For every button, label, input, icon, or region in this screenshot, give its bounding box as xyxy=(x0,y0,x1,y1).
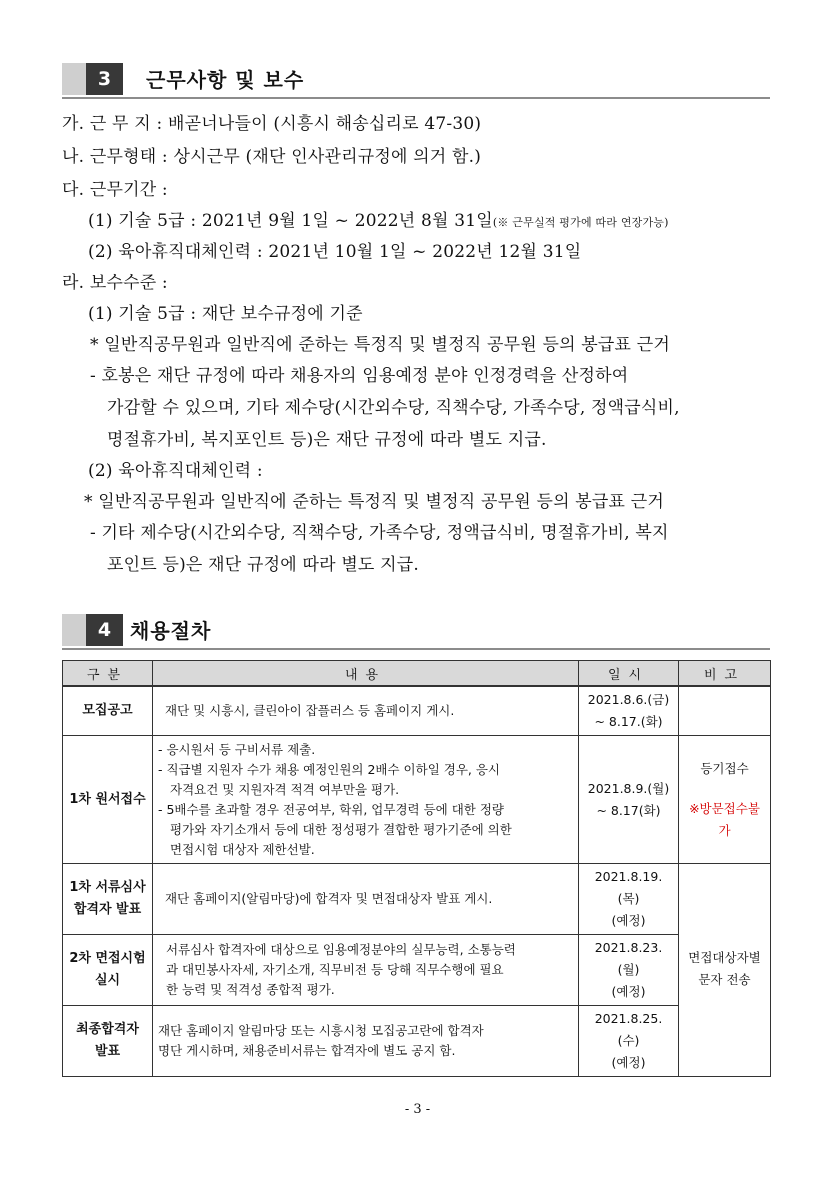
section-4-header xyxy=(62,614,770,650)
date-line: 2021.8.23.(월) xyxy=(594,940,663,977)
table-header-row xyxy=(63,661,771,687)
section-number: 3 xyxy=(86,63,123,95)
section-header-shade xyxy=(62,614,86,646)
category-line: 1차 서류심사 xyxy=(69,880,146,895)
salary-step-line: - 호봉은 재단 규정에 따라 채용자의 임용예정 분야 인정경력을 산정하여 xyxy=(90,366,629,386)
content-line: - 직급별 지원자 수가 채용 예정인원의 2배수 이하일 경우, 응시 xyxy=(158,761,500,777)
row-note xyxy=(679,864,771,1077)
row-category: 1차 원서접수 xyxy=(63,736,153,864)
note-warning: ※방문접수불가 xyxy=(689,800,760,838)
row-content xyxy=(153,864,579,935)
row-content xyxy=(153,1006,579,1077)
table-row xyxy=(63,864,771,935)
salary-step-line-3: 명절휴가비, 복지포인트 등)은 재단 규정에 따라 별도 지급. xyxy=(107,430,547,450)
category-line: 최종합격자 xyxy=(76,1022,139,1037)
row-category xyxy=(63,935,153,1006)
row-category xyxy=(63,1006,153,1077)
row-date xyxy=(579,864,679,935)
table-row xyxy=(63,686,771,736)
content-line: 재단 홈페이지 알림마당 또는 시흥시청 모집공고란에 합격자 xyxy=(158,1023,484,1038)
row-date xyxy=(579,1006,679,1077)
row-note xyxy=(679,736,771,864)
content-line: 한 능력 및 적격성 종합적 평가. xyxy=(166,982,335,997)
content-line: 재단 홈페이지(알림마당)에 합격자 및 면접대상자 발표 게시. xyxy=(165,891,493,906)
salary-parental-allowance-line: - 기타 제수당(시간외수당, 직책수당, 가족수당, 정액급식비, 명절휴가비, 복지 xyxy=(90,523,669,543)
row-note xyxy=(679,686,771,736)
header-category: 구분 xyxy=(63,661,153,687)
section-title: 근무사항 및 보수 xyxy=(146,68,305,92)
salary-step-line-2: 가감할 수 있으며, 기타 제수당(시간외수당, 직책수당, 가족수당, 정액급식비, xyxy=(107,398,680,418)
category-line: 발표 xyxy=(94,1044,121,1059)
row-category: 모집공고 xyxy=(63,686,153,736)
row-date xyxy=(579,935,679,1006)
salary-parental-line: (2) 육아휴직대체인력 : xyxy=(88,461,263,481)
section-title: 채용절차 xyxy=(130,619,212,643)
section-3-header xyxy=(62,63,770,99)
row-content xyxy=(153,736,579,864)
content-line: 과 대민봉사자세, 자기소개, 직무비전 등 당해 직무수행에 필요 xyxy=(166,962,504,977)
date-line: (예정) xyxy=(611,984,646,999)
salary-parental-allowance-line-2: 포인트 등)은 재단 규정에 따라 별도 지급. xyxy=(107,555,420,575)
header-date: 일시 xyxy=(579,661,679,687)
category-line: 실시 xyxy=(94,973,121,988)
date-line: 2021.8.6.(금) xyxy=(587,692,670,707)
note-line: 등기접수 xyxy=(700,760,749,776)
content-line: 평가와 자기소개서 등에 대한 정성평가 결합한 평가기준에 의한 xyxy=(170,821,512,837)
table-row xyxy=(63,736,771,864)
section-number: 4 xyxy=(86,614,123,646)
recruitment-procedure-table xyxy=(62,660,771,1077)
note-line: 문자 전송 xyxy=(698,972,751,987)
period-note: (※ 근무실적 평가에 따라 연장가능) xyxy=(492,216,669,229)
table-row xyxy=(63,935,771,1006)
content-line: - 응시원서 등 구비서류 제출. xyxy=(158,741,316,757)
page-number: - 3 - xyxy=(404,1102,431,1117)
content-line: - 5배수를 초과할 경우 전공여부, 학위, 업무경력 등에 대한 정량 xyxy=(158,801,504,817)
content-line: 명단 게시하며, 채용준비서류는 합격자에 별도 공지 함. xyxy=(158,1043,456,1058)
header-content: 내용 xyxy=(153,661,579,687)
row-date xyxy=(579,736,679,864)
date-line: (예정) xyxy=(611,1055,646,1070)
date-line: (예정) xyxy=(611,913,646,928)
row-content xyxy=(153,935,579,1006)
date-line: ~ 8.17(화) xyxy=(596,802,661,818)
period-tech-text: (1) 기술 5급 : 2021년 9월 1일 ~ 2022년 8월 31일 xyxy=(88,211,493,231)
date-line: 2021.8.9.(월) xyxy=(587,780,670,796)
row-category xyxy=(63,864,153,935)
date-line: 2021.8.19.(목) xyxy=(594,869,663,906)
category-line: 2차 면접시험 xyxy=(69,951,146,966)
date-line: ~ 8.17.(화) xyxy=(594,714,663,729)
row-content xyxy=(153,686,579,736)
salary-basis-line: * 일반직공무원과 일반직에 준하는 특정직 및 별정직 공무원 등의 봉급표 근거 xyxy=(90,335,671,355)
content-line: 서류심사 합격자에 대상으로 임용예정분야의 실무능력, 소통능력 xyxy=(166,942,516,957)
period-parental-line: (2) 육아휴직대체인력 : 2021년 10월 1일 ~ 2022년 12월 31일 xyxy=(88,242,582,262)
note-line: 면접대상자별 xyxy=(688,950,761,965)
category-line: 합격자 발표 xyxy=(73,902,142,917)
row-date xyxy=(579,686,679,736)
work-type-line: 나. 근무형태 : 상시근무 (재단 인사관리규정에 의거 함.) xyxy=(62,147,482,167)
salary-tech-line: (1) 기술 5급 : 재단 보수규정에 기준 xyxy=(88,304,363,324)
date-line: 2021.8.25.(수) xyxy=(594,1011,663,1048)
section-header-shade xyxy=(62,63,86,95)
salary-heading: 라. 보수수준 : xyxy=(62,273,168,293)
content-line: 면접시험 대상자 제한선발. xyxy=(170,841,315,857)
table-row xyxy=(63,1006,771,1077)
content-line: 재단 및 시흥시, 클린아이 잡플러스 등 홈페이지 게시. xyxy=(165,703,455,718)
header-note: 비고 xyxy=(679,661,771,687)
work-period-heading: 다. 근무기간 : xyxy=(62,180,168,200)
period-tech-line xyxy=(88,206,669,231)
content-line: 자격요건 및 지원자격 적격 여부만을 평가. xyxy=(170,781,400,797)
work-location-line: 가. 근 무 지 : 배곧너나들이 (시흥시 해송십리로 47-30) xyxy=(62,114,482,134)
salary-parental-basis-line: * 일반직공무원과 일반직에 준하는 특정직 및 별정직 공무원 등의 봉급표 근거 xyxy=(84,492,665,512)
